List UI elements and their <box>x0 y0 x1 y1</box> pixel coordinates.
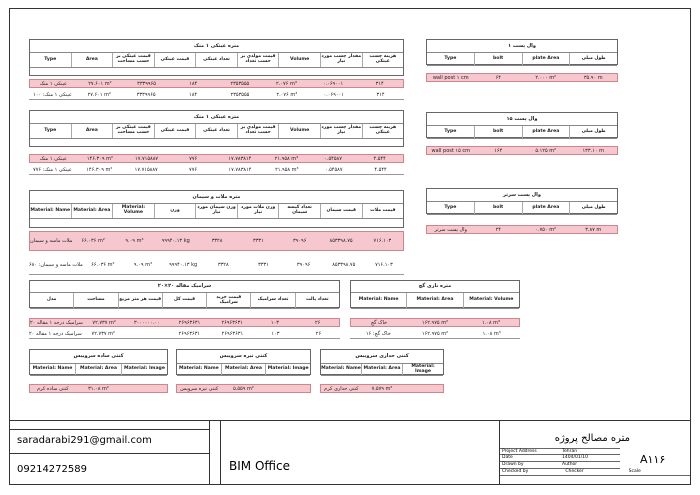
tile-table-1 <box>29 349 168 375</box>
table-row: ملات ماسه و سیمان: ۶۸۰ ۶۶.۰۳۶ m² ۹.۰۹ m³ ۹۹۹۴۰.۱۳ kg ۳۳۲۸ ۳۳۳۱ ۳۹۰۹۶ ۸۵۳۳۹۸.۷۵ ۷۱۶.۱۰۳ <box>29 255 404 275</box>
table-row: کنتی تیره سرویس ۵.۵۵۹ m² <box>176 384 311 393</box>
schedule-table-4 <box>29 280 340 308</box>
table-row: سرامیک درجه ۱ مقاله ۲۰ ۷۲.۷۳۷ m² ۳۰۰۰۰۰۰.۰۰ ۲۶۹۶۳۶۳۱ ۲۶۹۶۳۶۳۱ ۱۰۳ ۲۶ <box>29 318 340 327</box>
schedule-table-3 <box>29 190 404 228</box>
wall-post-table-1 <box>426 39 618 65</box>
table-row: خاک گچ: ۱۶ ۱۶۲.۹۷۵ m² ۱.۰۸ m³ <box>350 330 520 339</box>
table-row: وال پست سرتر ۲۴ ۰.۷۵۰ m² ۳.۸۷ m <box>426 225 618 234</box>
schedule-table-5 <box>350 280 520 308</box>
table-title: وال پست سرتر <box>427 189 617 202</box>
meta-row: Project Address Tehran <box>500 448 620 455</box>
table-row: عینکی ۱ متک ۱۴۶.۳۰۹ m² ۱۷.۷۱۵۸۸۷ ۷۷۶ ۱۷.۷۸۳۸۱۴ ۲۱.۹۵۸ m³ ۰.۵۴۵۸۷ ۴.۵۴۴ <box>29 154 404 163</box>
brand-cell <box>220 421 500 485</box>
brand-name: BIM Office <box>229 459 290 473</box>
table-title: وال پست ۱ <box>427 40 617 53</box>
table-title: متره عینکی ۱ متک <box>30 40 403 53</box>
tile-table-3 <box>320 349 444 375</box>
meta-row: Drawn by Author <box>500 462 620 469</box>
table-title: متره ملات و سیمان <box>30 191 403 204</box>
table-header: Material: Name Material: Area Material: Image <box>177 364 310 376</box>
table-row: عینکی ۱ متک: ۷۷۶ ۱۴۶.۳۰۹ m² ۱۷.۷۱۵۸۸۷ ۷۷۶ ۱۷.۷۸۳۸۱۴ ۲۱.۹۵۸ m³ ۰.۵۴۵۸۷ ۴.۵۴۴ <box>29 166 404 175</box>
table-header: Material: Name Material: Area Material: Volume وزن وزن سیمان مورد نیاز وزن ملات مورد نیاز تعداد کیسه سیمان قیمت سیمان قیمت ملات <box>30 204 403 219</box>
table-title: متره عینکی ۱ متک <box>30 111 403 124</box>
project-title: متره مصالح پروژه <box>554 433 630 444</box>
title-block <box>10 420 690 485</box>
table-header: Type bolt plate Area طول میلی <box>427 202 617 215</box>
meta-row: Checked by Checker Scale <box>500 469 690 476</box>
table-title: متره ناری گچ <box>351 281 519 293</box>
contact-phone: 09214272589 <box>17 464 87 475</box>
table-header: Material: Name Material: Area Material: Image <box>321 364 443 376</box>
table-row: کنتی حداری کرم ۷.۵۷۹ m² <box>320 384 444 393</box>
table-header: مدل مساحت قیمت هر متر مربع قیمت کل قیمت خرید سرامیک تعداد سرامیک تعداد پالت <box>30 293 339 309</box>
table-row: خاک گچ ۱۶۲.۹۷۵ m² ۱.۰۸ m³ <box>350 318 520 327</box>
table-header: Type bolt plate Area طول میلی <box>427 126 617 139</box>
table-header: Material: Name Material: Area Material: Volume <box>351 293 519 309</box>
meta-row: Date 1404/01/10 <box>500 455 620 462</box>
table-header: Material: Name Material: Area Material: Image <box>30 364 167 376</box>
table-header: Type Area قیمت عینکی بر حسب مساحت قیمت عینکی تعداد عینکی قیمت مولدی بر حسب تعداد Volume مقدار چسب مورد نیاز هزینه چسب عینکی <box>30 53 403 68</box>
table-header: Type bolt plate Area طول میلی <box>427 53 617 66</box>
table-row: عینکی ۱ متک ۲۷.۶۰۱ m² ۳۳۳۹۹۶۵ ۱۸۴ ۲۳۵۳۵۵۵ ۲.۰۷۶ m³ ۰.۰۶۹۰۰۱ ۳۱۴ <box>29 79 404 88</box>
table-row: wall post ۱ cm ۶۴ ۲.۰۰۰ m² ۳۵.۹۰ m <box>426 73 618 82</box>
schedule-table-2 <box>29 110 404 147</box>
wall-post-table-15 <box>426 112 618 138</box>
schedule-table-1 <box>29 39 404 76</box>
table-title: وال پست ۱۵ <box>427 113 617 126</box>
table-row: عینکی ۱ متک: ۱۰۰ ۲۷.۶۰۱ m² ۳۳۳۹۹۶۵ ۱۸۴ ۲۳۵۳۵۵۵ ۲.۰۷۶ m³ ۰.۰۶۹۰۰۱ ۳۱۴ <box>29 91 404 100</box>
sheet-number: A۱۱۶ <box>640 453 666 466</box>
table-row: wall post ۱۵ cm ۱۶۴ ۵.۱۲۵ m² ۱۳۳.۱۰ m <box>426 146 618 155</box>
sheet-info-cell <box>500 421 690 485</box>
table-row: کنتی ساده کرم ۳۱.۰۸ m² <box>29 384 168 393</box>
table-row: ملات ماسه و سیمان ۶۶.۰۳۶ m² ۹.۰۹ m³ ۹۹۹۴۰.۱۳ kg ۳۳۲۸ ۳۳۳۱ ۳۹۰۹۶ ۸۵۳۳۹۸.۷۵ ۷۱۶.۱۰۳ <box>29 231 404 251</box>
table-title: سرامیک مقاله ۲۰×۲۰ <box>30 281 339 293</box>
table-title: کنتی حداری سروییس <box>321 350 443 364</box>
tile-table-2 <box>176 349 311 375</box>
table-row: سرامیک درجه ۱ مقاله ۲۰ ۷۲.۷۳۷ m² ۲۶۹۶۳۶۳۱ ۲۶۹۶۳۶۳۱ ۱۰۳ ۲۶ <box>29 330 340 339</box>
contact-cell <box>10 421 210 485</box>
drawing-sheet <box>9 8 691 485</box>
table-title: کنتی ساده سروییس <box>30 350 167 364</box>
table-title: کنتی تیره سروییس <box>177 350 310 364</box>
wall-post-table-top <box>426 188 618 214</box>
table-header: Type Area قیمت عینکی بر حسب مساحت قیمت عینکی تعداد عینکی قیمت مولدی بر حسب تعداد Volume مقدار چسب مورد نیاز هزینه چسب عینکی <box>30 124 403 139</box>
contact-email: saradarabi291@gmail.com <box>17 435 152 446</box>
